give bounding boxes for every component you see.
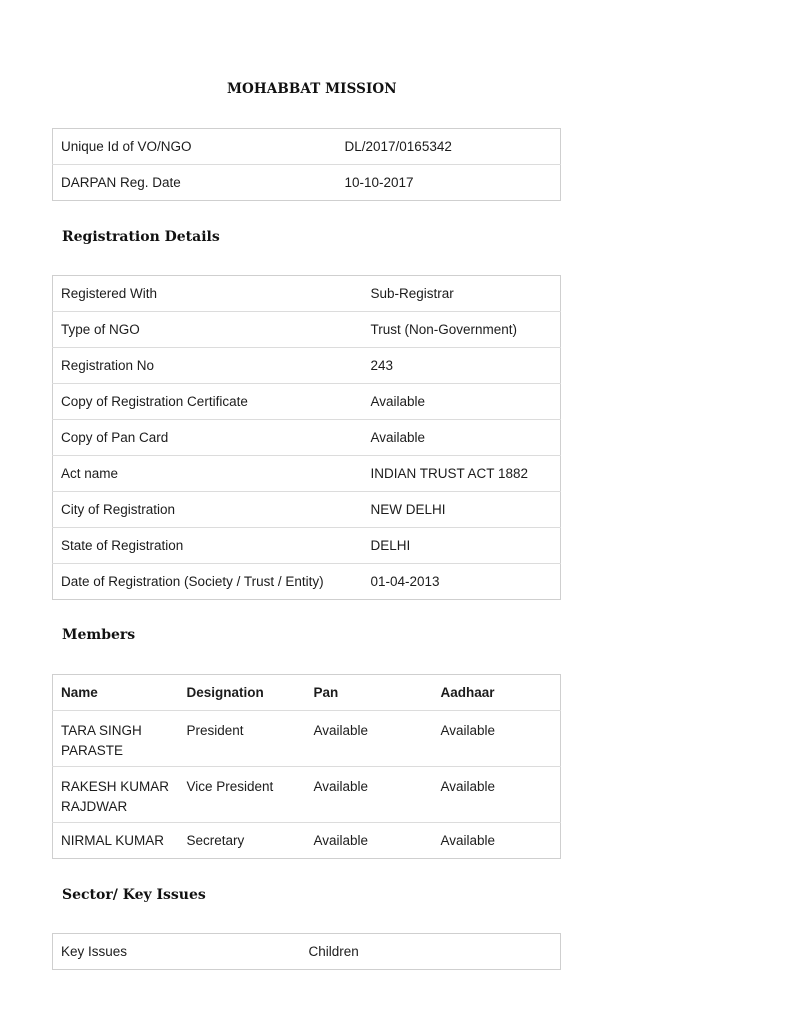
members-table [52, 674, 561, 859]
sector-label: Key Issues [61, 944, 128, 959]
member-name-line: RAKESH KUMAR [61, 779, 170, 794]
registration-label: Copy of Registration Certificate [53, 384, 363, 420]
member-name [53, 767, 179, 823]
registration-label: Copy of Pan Card [53, 420, 363, 456]
sector-heading: Sector/ Key Issues [62, 887, 206, 903]
registration-table [52, 275, 561, 600]
registration-label: State of Registration [53, 528, 363, 564]
registration-value: INDIAN TRUST ACT 1882 [363, 456, 561, 492]
sector-table [52, 933, 561, 970]
member-aadhaar: Available [433, 823, 561, 859]
registration-value: 243 [363, 348, 561, 384]
org-title: MOHABBAT MISSION [227, 81, 397, 97]
column-header-aadhaar: Aadhaar [440, 685, 495, 700]
registration-value: Available [363, 420, 561, 456]
member-pan: Available [306, 711, 433, 767]
sector-value: Children [308, 944, 359, 959]
registration-value: NEW DELHI [363, 492, 561, 528]
registration-label: Registered With [61, 286, 158, 301]
registration-label: Type of NGO [53, 312, 363, 348]
table-row [53, 528, 561, 564]
table-row [53, 934, 561, 970]
table-row [53, 129, 561, 165]
summary-value: DL/2017/0165342 [344, 139, 452, 154]
table-row [53, 767, 561, 823]
member-pan: Available [306, 823, 433, 859]
registration-value: DELHI [363, 528, 561, 564]
table-row [53, 564, 561, 600]
member-designation: Secretary [179, 823, 306, 859]
members-heading: Members [62, 627, 136, 643]
table-row [53, 420, 561, 456]
member-name-line: TARA SINGH [61, 723, 142, 738]
table-header-row [53, 675, 561, 711]
registration-value: 01-04-2013 [363, 564, 561, 600]
table-row [53, 711, 561, 767]
table-row [53, 312, 561, 348]
member-aadhaar: Available [433, 767, 561, 823]
registration-label: Act name [53, 456, 363, 492]
registration-value: Sub-Registrar [370, 286, 454, 301]
registration-value: Trust (Non-Government) [363, 312, 561, 348]
registration-label: Date of Registration (Society / Trust / Entity) [53, 564, 363, 600]
summary-label: DARPAN Reg. Date [53, 165, 337, 201]
table-row [53, 456, 561, 492]
registration-label: Registration No [53, 348, 363, 384]
member-aadhaar: Available [433, 711, 561, 767]
member-name-line: PARASTE [61, 743, 124, 758]
table-row [53, 492, 561, 528]
summary-value: 10-10-2017 [337, 165, 561, 201]
table-row [53, 276, 561, 312]
member-name: NIRMAL KUMAR [53, 823, 179, 859]
column-header-designation: Designation [186, 685, 264, 700]
registration-label: City of Registration [53, 492, 363, 528]
summary-table [52, 128, 561, 201]
member-name-line: RAJDWAR [61, 799, 128, 814]
member-name [53, 711, 179, 767]
registration-value: Available [363, 384, 561, 420]
column-header-name: Name [61, 685, 98, 700]
table-row [53, 348, 561, 384]
summary-label: Unique Id of VO/NGO [61, 139, 192, 154]
column-header-pan: Pan [313, 685, 339, 700]
member-pan: Available [306, 767, 433, 823]
table-row [53, 165, 561, 201]
member-designation: Vice President [179, 767, 306, 823]
registration-heading: Registration Details [62, 229, 220, 245]
member-designation: President [179, 711, 306, 767]
table-row [53, 823, 561, 859]
table-row [53, 384, 561, 420]
